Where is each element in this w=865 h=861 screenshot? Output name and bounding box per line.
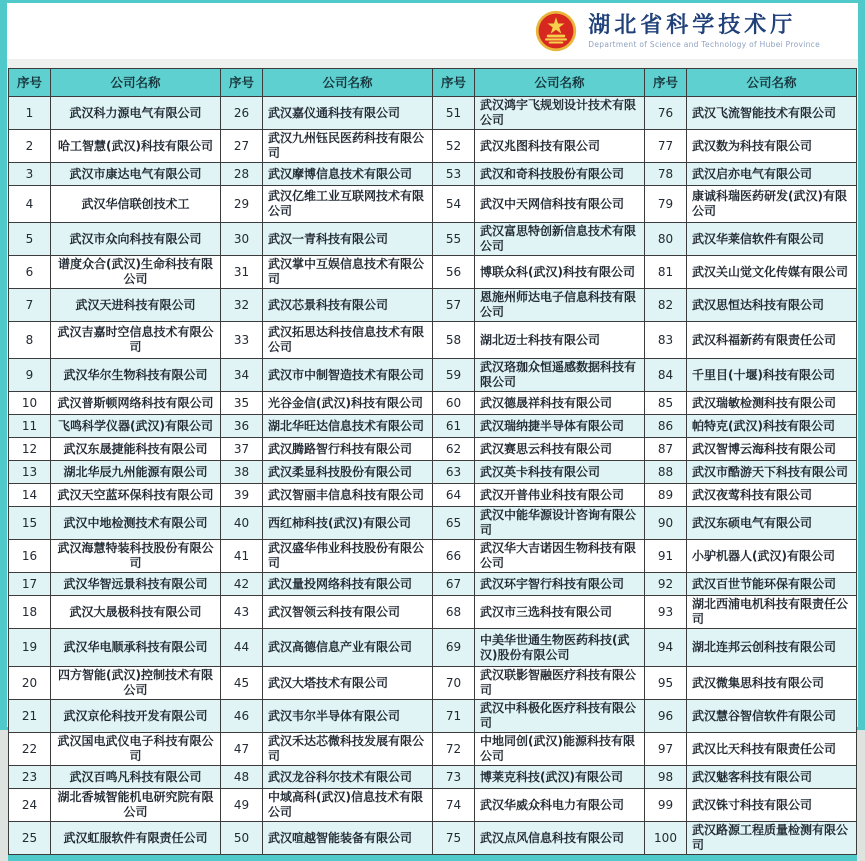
serial-cell: 26 (221, 97, 263, 130)
serial-cell: 34 (221, 359, 263, 392)
serial-cell: 40 (221, 507, 263, 540)
serial-cell: 28 (221, 163, 263, 186)
serial-cell: 58 (433, 322, 475, 359)
serial-cell: 71 (433, 700, 475, 733)
serial-cell: 100 (645, 822, 687, 855)
serial-cell: 43 (221, 596, 263, 629)
table-row (9, 629, 857, 667)
company-cell: 武汉飞流智能技术有限公司 (687, 97, 857, 130)
serial-cell: 7 (9, 289, 51, 322)
serial-cell: 3 (9, 163, 51, 186)
company-cell: 武汉普斯顿网络科技有限公司 (51, 392, 221, 415)
table-header-row (9, 69, 857, 97)
serial-cell: 54 (433, 186, 475, 223)
serial-cell: 44 (221, 629, 263, 667)
company-cell: 武汉华威众科电力有限公司 (475, 789, 645, 822)
company-cell: 武汉龙谷科尔技术有限公司 (263, 766, 433, 789)
company-header: 公司名称 (475, 69, 645, 97)
serial-cell: 65 (433, 507, 475, 540)
serial-cell: 21 (9, 700, 51, 733)
company-cell: 四方智能(武汉)控制技术有限公司 (51, 667, 221, 700)
table-row (9, 392, 857, 415)
table-row (9, 322, 857, 359)
company-cell: 湖北香城智能机电研究院有限公司 (51, 789, 221, 822)
company-cell: 武汉环宇智行科技有限公司 (475, 573, 645, 596)
serial-cell: 47 (221, 733, 263, 766)
serial-cell: 74 (433, 789, 475, 822)
serial-header: 序号 (645, 69, 687, 97)
company-cell: 武汉兆图科技有限公司 (475, 130, 645, 163)
company-cell: 湖北迈士科技有限公司 (475, 322, 645, 359)
company-cell: 小驴机器人(武汉)有限公司 (687, 540, 857, 573)
table-row (9, 97, 857, 130)
company-cell: 谱度众合(武汉)生命科技有限公司 (51, 256, 221, 289)
serial-cell: 89 (645, 484, 687, 507)
serial-cell: 85 (645, 392, 687, 415)
company-cell: 武汉京伦科技开发有限公司 (51, 700, 221, 733)
serial-header: 序号 (9, 69, 51, 97)
company-cell: 武汉富思特创新信息技术有限公司 (475, 223, 645, 256)
serial-cell: 46 (221, 700, 263, 733)
company-cell: 武汉腾路智行科技有限公司 (263, 438, 433, 461)
company-cell: 武汉芯景科技有限公司 (263, 289, 433, 322)
table-row (9, 415, 857, 438)
company-cell: 博联众科(武汉)科技有限公司 (475, 256, 645, 289)
serial-cell: 20 (9, 667, 51, 700)
serial-cell: 77 (645, 130, 687, 163)
company-cell: 武汉喧越智能装备有限公司 (263, 822, 433, 855)
company-cell: 武汉华尔生物科技有限公司 (51, 359, 221, 392)
company-cell: 武汉思恒达科技有限公司 (687, 289, 857, 322)
company-cell: 武汉摩博信息技术有限公司 (263, 163, 433, 186)
company-cell: 武汉天空蓝环保科技有限公司 (51, 484, 221, 507)
china-national-emblem-icon (534, 9, 578, 53)
company-cell: 武汉数为科技有限公司 (687, 130, 857, 163)
serial-cell: 62 (433, 438, 475, 461)
serial-cell: 84 (645, 359, 687, 392)
company-cell: 武汉东晟捷能科技有限公司 (51, 438, 221, 461)
company-cell: 武汉百世节能环保有限公司 (687, 573, 857, 596)
company-header: 公司名称 (687, 69, 857, 97)
serial-cell: 11 (9, 415, 51, 438)
serial-cell: 87 (645, 438, 687, 461)
serial-cell: 99 (645, 789, 687, 822)
serial-cell: 5 (9, 223, 51, 256)
serial-cell: 22 (9, 733, 51, 766)
serial-cell: 2 (9, 130, 51, 163)
company-cell: 武汉德晟祥科技有限公司 (475, 392, 645, 415)
company-cell: 湖北华旺达信息技术有限公司 (263, 415, 433, 438)
serial-cell: 18 (9, 596, 51, 629)
serial-cell: 29 (221, 186, 263, 223)
company-cell: 武汉大塔技术有限公司 (263, 667, 433, 700)
table-row (9, 667, 857, 700)
company-cell: 武汉市酷游天下科技有限公司 (687, 461, 857, 484)
company-cell: 武汉智领云科技有限公司 (263, 596, 433, 629)
table-row (9, 766, 857, 789)
company-cell: 武汉中天网信科技有限公司 (475, 186, 645, 223)
company-cell: 千里目(十堰)科技有限公司 (687, 359, 857, 392)
serial-cell: 53 (433, 163, 475, 186)
serial-cell: 16 (9, 540, 51, 573)
company-cell: 武汉微集思科技有限公司 (687, 667, 857, 700)
table-row (9, 256, 857, 289)
serial-cell: 42 (221, 573, 263, 596)
serial-cell: 19 (9, 629, 51, 667)
serial-cell: 91 (645, 540, 687, 573)
serial-cell: 45 (221, 667, 263, 700)
company-cell: 武汉天进科技有限公司 (51, 289, 221, 322)
serial-cell: 66 (433, 540, 475, 573)
company-header: 公司名称 (51, 69, 221, 97)
company-cell: 武汉赛思云科技有限公司 (475, 438, 645, 461)
company-cell: 武汉掌中互娱信息技术有限公司 (263, 256, 433, 289)
company-cell: 武汉瑞敏检测科技有限公司 (687, 392, 857, 415)
serial-cell: 76 (645, 97, 687, 130)
agency-brand (534, 9, 820, 53)
table-row (9, 573, 857, 596)
table-row (9, 163, 857, 186)
company-cell: 飞鸣科学仪器(武汉)有限公司 (51, 415, 221, 438)
serial-cell: 95 (645, 667, 687, 700)
company-cell: 武汉柔显科技股份有限公司 (263, 461, 433, 484)
table-row (9, 223, 857, 256)
company-cell: 武汉国电武仪电子科技有限公司 (51, 733, 221, 766)
serial-cell: 33 (221, 322, 263, 359)
company-cell: 武汉百鸣凡科技有限公司 (51, 766, 221, 789)
company-cell: 武汉珞珈众恒遥感数据科技有限公司 (475, 359, 645, 392)
company-cell: 武汉点风信息科技有限公司 (475, 822, 645, 855)
serial-cell: 55 (433, 223, 475, 256)
table-row (9, 461, 857, 484)
serial-cell: 81 (645, 256, 687, 289)
serial-cell: 39 (221, 484, 263, 507)
table-row (9, 700, 857, 733)
table-row (9, 130, 857, 163)
serial-cell: 78 (645, 163, 687, 186)
company-cell: 武汉市三选科技有限公司 (475, 596, 645, 629)
company-cell: 武汉华信联创技术工 (51, 186, 221, 223)
serial-cell: 75 (433, 822, 475, 855)
company-cell: 武汉市中制智造技术有限公司 (263, 359, 433, 392)
company-cell: 帕特克(武汉)科技有限公司 (687, 415, 857, 438)
table-row (9, 822, 857, 855)
company-cell: 武汉中能华源设计咨询有限公司 (475, 507, 645, 540)
company-cell: 武汉科福新药有限责任公司 (687, 322, 857, 359)
serial-cell: 1 (9, 97, 51, 130)
company-cell: 武汉盛华伟业科技股份有限公司 (263, 540, 433, 573)
serial-cell: 30 (221, 223, 263, 256)
serial-cell: 69 (433, 629, 475, 667)
company-cell: 武汉中科极化医疗科技有限公司 (475, 700, 645, 733)
company-cell: 武汉市众向科技有限公司 (51, 223, 221, 256)
company-cell: 武汉智博云海科技有限公司 (687, 438, 857, 461)
serial-cell: 60 (433, 392, 475, 415)
top-banner (7, 3, 858, 59)
company-table-wrap (8, 68, 857, 861)
company-cell: 武汉联影智融医疗科技有限公司 (475, 667, 645, 700)
serial-cell: 6 (9, 256, 51, 289)
company-cell: 中美华世通生物医药科技(武汉)股份有限公司 (475, 629, 645, 667)
serial-cell: 31 (221, 256, 263, 289)
serial-cell: 79 (645, 186, 687, 223)
company-cell: 武汉科力源电气有限公司 (51, 97, 221, 130)
serial-cell: 35 (221, 392, 263, 415)
serial-cell: 38 (221, 461, 263, 484)
serial-cell: 52 (433, 130, 475, 163)
org-subtitle: Department of Science and Technology of Hubei Province (588, 39, 820, 49)
serial-cell: 48 (221, 766, 263, 789)
serial-cell: 70 (433, 667, 475, 700)
table-row (9, 186, 857, 223)
serial-cell: 73 (433, 766, 475, 789)
serial-cell: 51 (433, 97, 475, 130)
company-cell: 武汉和奇科技股份有限公司 (475, 163, 645, 186)
serial-cell: 41 (221, 540, 263, 573)
serial-cell: 24 (9, 789, 51, 822)
serial-cell: 83 (645, 322, 687, 359)
table-row (9, 289, 857, 322)
company-cell: 武汉市康达电气有限公司 (51, 163, 221, 186)
company-cell: 武汉鸿宇飞规划设计技术有限公司 (475, 97, 645, 130)
brand-text (588, 13, 820, 48)
company-header: 公司名称 (263, 69, 433, 97)
company-cell: 湖北连邦云创科技有限公司 (687, 629, 857, 667)
company-cell: 武汉华智远景科技有限公司 (51, 573, 221, 596)
serial-cell: 97 (645, 733, 687, 766)
serial-cell: 15 (9, 507, 51, 540)
serial-cell: 72 (433, 733, 475, 766)
serial-cell: 98 (645, 766, 687, 789)
company-cell: 武汉中地检测技术有限公司 (51, 507, 221, 540)
serial-cell: 93 (645, 596, 687, 629)
serial-cell: 63 (433, 461, 475, 484)
serial-cell: 64 (433, 484, 475, 507)
serial-cell: 12 (9, 438, 51, 461)
company-cell: 武汉虹服软件有限责任公司 (51, 822, 221, 855)
serial-cell: 37 (221, 438, 263, 461)
company-cell: 湖北华辰九州能源有限公司 (51, 461, 221, 484)
serial-cell: 90 (645, 507, 687, 540)
company-cell: 武汉慧谷智信软件有限公司 (687, 700, 857, 733)
table-row (9, 507, 857, 540)
company-cell: 武汉量投网络科技有限公司 (263, 573, 433, 596)
serial-cell: 32 (221, 289, 263, 322)
company-cell: 武汉吉嘉时空信息技术有限公司 (51, 322, 221, 359)
serial-cell: 94 (645, 629, 687, 667)
company-cell: 武汉华莱信软件有限公司 (687, 223, 857, 256)
company-cell: 武汉海慧特装科技股份有限公司 (51, 540, 221, 573)
serial-cell: 88 (645, 461, 687, 484)
serial-cell: 10 (9, 392, 51, 415)
company-cell: 武汉嘉仪通科技有限公司 (263, 97, 433, 130)
company-cell: 武汉华电顺承科技有限公司 (51, 629, 221, 667)
table-row (9, 540, 857, 573)
company-cell: 光谷金信(武汉)科技有限公司 (263, 392, 433, 415)
serial-cell: 4 (9, 186, 51, 223)
company-cell: 武汉铢寸科技有限公司 (687, 789, 857, 822)
company-cell: 湖北西浦电机科技有限责任公司 (687, 596, 857, 629)
serial-cell: 49 (221, 789, 263, 822)
company-cell: 武汉亿维工业互联网技术有限公司 (263, 186, 433, 223)
serial-cell: 27 (221, 130, 263, 163)
company-cell: 武汉魅客科技有限公司 (687, 766, 857, 789)
company-cell: 恩施州师达电子信息科技有限公司 (475, 289, 645, 322)
serial-cell: 14 (9, 484, 51, 507)
serial-header: 序号 (433, 69, 475, 97)
company-cell: 哈工智慧(武汉)科技有限公司 (51, 130, 221, 163)
serial-cell: 57 (433, 289, 475, 322)
serial-cell: 13 (9, 461, 51, 484)
serial-cell: 9 (9, 359, 51, 392)
table-row (9, 733, 857, 766)
company-cell: 武汉开普伟业科技有限公司 (475, 484, 645, 507)
serial-cell: 68 (433, 596, 475, 629)
company-cell: 武汉比天科技有限责任公司 (687, 733, 857, 766)
table-row (9, 438, 857, 461)
table-row (9, 484, 857, 507)
company-cell: 武汉瑞纳捷半导体有限公司 (475, 415, 645, 438)
company-cell: 武汉拓思达科技信息技术有限公司 (263, 322, 433, 359)
company-cell: 博莱克科技(武汉)有限公司 (475, 766, 645, 789)
serial-cell: 50 (221, 822, 263, 855)
company-cell: 武汉智丽丰信息科技有限公司 (263, 484, 433, 507)
table-row (9, 359, 857, 392)
company-cell: 中域高科(武汉)信息技术有限公司 (263, 789, 433, 822)
company-cell: 武汉九州钰民医药科技有限公司 (263, 130, 433, 163)
serial-cell: 86 (645, 415, 687, 438)
table-bottom-accent-bar (8, 855, 857, 861)
company-cell: 中地同创(武汉)能源科技有限公司 (475, 733, 645, 766)
serial-cell: 67 (433, 573, 475, 596)
company-cell: 康诚科瑞医药研发(武汉)有限公司 (687, 186, 857, 223)
company-cell: 武汉夜莺科技有限公司 (687, 484, 857, 507)
company-cell: 武汉一青科技有限公司 (263, 223, 433, 256)
company-cell: 武汉英卡科技有限公司 (475, 461, 645, 484)
serial-cell: 23 (9, 766, 51, 789)
serial-cell: 36 (221, 415, 263, 438)
serial-cell: 59 (433, 359, 475, 392)
org-title: 湖北省科学技术厅 (588, 12, 797, 39)
company-cell: 武汉路源工程质量检测有限公司 (687, 822, 857, 855)
serial-cell: 25 (9, 822, 51, 855)
table-row (9, 596, 857, 629)
serial-cell: 96 (645, 700, 687, 733)
serial-cell: 82 (645, 289, 687, 322)
company-cell: 西红柿科技(武汉)有限公司 (263, 507, 433, 540)
company-table (8, 68, 857, 855)
company-cell: 武汉东硕电气有限公司 (687, 507, 857, 540)
table-row (9, 789, 857, 822)
serial-cell: 8 (9, 322, 51, 359)
company-cell: 武汉启亦电气有限公司 (687, 163, 857, 186)
company-cell: 武汉大晟极科技有限公司 (51, 596, 221, 629)
serial-cell: 92 (645, 573, 687, 596)
company-cell: 武汉华大吉诺因生物科技有限公司 (475, 540, 645, 573)
serial-cell: 17 (9, 573, 51, 596)
serial-cell: 56 (433, 256, 475, 289)
company-cell: 武汉禾达芯微科技发展有限公司 (263, 733, 433, 766)
serial-header: 序号 (221, 69, 263, 97)
company-cell: 武汉关山觉文化传媒有限公司 (687, 256, 857, 289)
serial-cell: 80 (645, 223, 687, 256)
company-cell: 武汉韦尔半导体有限公司 (263, 700, 433, 733)
company-cell: 武汉高德信息产业有限公司 (263, 629, 433, 667)
serial-cell: 61 (433, 415, 475, 438)
